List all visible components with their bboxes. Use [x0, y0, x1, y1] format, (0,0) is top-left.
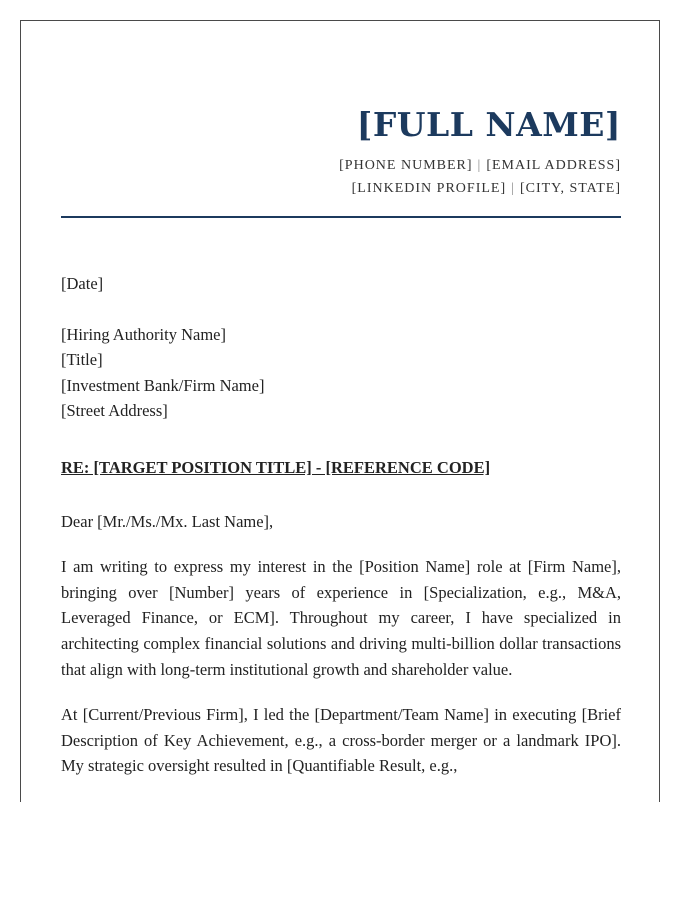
email-address: [EMAIL ADDRESS]	[486, 158, 621, 173]
header-divider	[61, 216, 621, 218]
letter-page	[20, 20, 660, 802]
phone-number: [PHONE NUMBER]	[339, 158, 473, 173]
linkedin-profile: [LINKEDIN PROFILE]	[351, 181, 507, 196]
salutation: Dear [Mr./Ms./Mx. Last Name],	[61, 511, 274, 531]
letter-body	[61, 271, 621, 799]
contact-separator: |	[477, 158, 482, 173]
contact-line-1	[61, 154, 621, 177]
letter-date: [Date]	[61, 274, 104, 293]
letterhead	[61, 105, 621, 200]
date-block	[61, 271, 621, 297]
subject-line: RE: [TARGET POSITION TITLE] - [REFERENCE CODE]	[61, 457, 491, 477]
body-paragraph-2: At [Current/Previous Firm], I led the [Department/Team Name] in executing [Brief Description of Key Achievement, e.g., a cross-border merger or a landmark IPO]. My strategic oversight resulted in [Quantifiable Result, e.g.,	[61, 705, 621, 776]
recipient-title: [Title]	[61, 350, 103, 370]
contact-line-2	[61, 177, 621, 200]
recipient-name: [Hiring Authority Name]	[61, 324, 226, 344]
contact-separator: |	[511, 181, 515, 196]
city-state: [CITY, STATE]	[519, 181, 621, 196]
full-name: [FULL NAME]	[356, 105, 621, 144]
body-paragraph-1: I am writing to express my interest in the [Position Name] role at [Firm Name], bringing over [Number] years of experience in [Specialization, e.g., M&A, Leveraged Finance, or ECM]. Throughout my career, I have specialized in architecting complex financial solutions and driving multi-billion dollar transactions that align with long-term institutional growth and shareholder value.	[61, 557, 621, 679]
recipient-address	[61, 322, 621, 424]
recipient-firm: [Investment Bank/Firm Name]	[61, 375, 265, 395]
recipient-street: [Street Address]	[61, 401, 168, 421]
